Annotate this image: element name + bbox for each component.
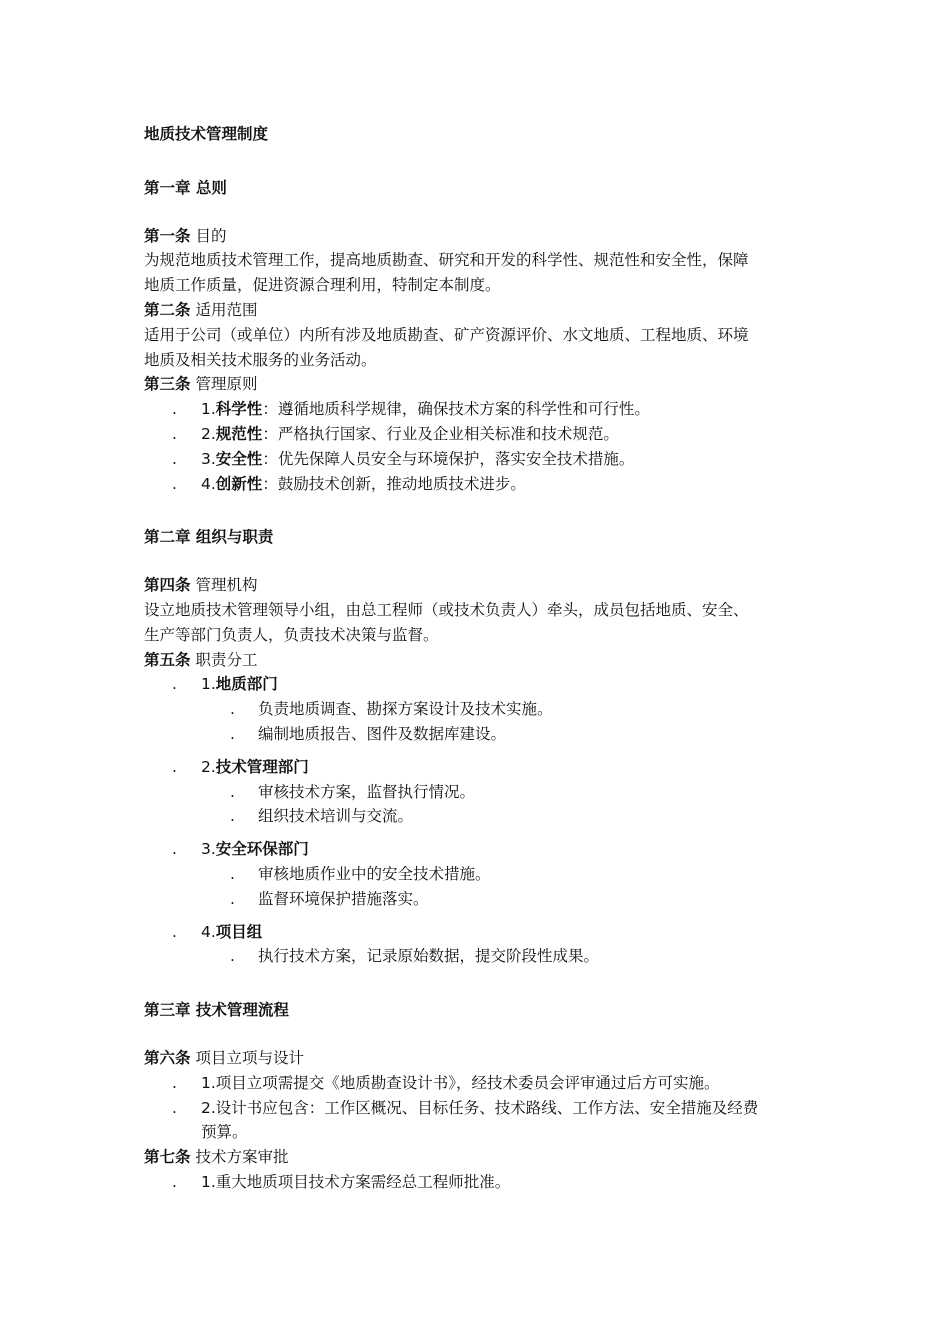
article-6-heading: 第六条 项目立项与设计 <box>144 1048 304 1067</box>
list-item: . 3.安全环保部门 <box>172 840 309 859</box>
article-4-heading: 第四条 管理机构 <box>144 576 258 595</box>
list-item: . 1.地质部门 <box>172 675 278 694</box>
article-7-heading: 第七条 技术方案审批 <box>144 1148 289 1167</box>
list-item: . 4.项目组 <box>172 922 263 941</box>
article-4-text-line: 设立地质技术管理领导小组，由总工程师（或技术负责人）牵头，成员包括地质、安全、 <box>144 600 749 619</box>
list-item: . 2.设计书应包含：工作区概况、目标任务、技术路线、工作方法、安全措施及经费 <box>172 1098 759 1117</box>
article-1-text-line: 为规范地质技术管理工作，提高地质勘查、研究和开发的科学性、规范性和安全性，保障 <box>144 251 749 270</box>
list-item-continuation: 预算。 <box>201 1123 248 1142</box>
list-item: . 4.创新性：鼓励技术创新，推动地质技术进步。 <box>172 474 526 493</box>
chapter-1-title: 第一章 总则 <box>144 178 227 197</box>
sub-list-item: . 监督环境保护措施落实。 <box>230 889 429 908</box>
sub-list-item: . 负责地质调查、勘探方案设计及技术实施。 <box>230 700 553 719</box>
list-item: . 1.项目立项需提交《地质勘查设计书》，经技术委员会评审通过后方可实施。 <box>172 1073 720 1092</box>
sub-list-item: . 审核技术方案，监督执行情况。 <box>230 782 476 801</box>
sub-list-item: . 执行技术方案，记录原始数据，提交阶段性成果。 <box>230 947 600 966</box>
list-item: . 2.规范性：严格执行国家、行业及企业相关标准和技术规范。 <box>172 424 619 443</box>
article-2-heading: 第二条 适用范围 <box>144 300 258 319</box>
sub-list-item: . 编制地质报告、图件及数据库建设。 <box>230 724 507 743</box>
article-1-text-line: 地质工作质量，促进资源合理利用，特制定本制度。 <box>144 276 501 295</box>
document-title: 地质技术管理制度 <box>144 125 269 143</box>
chapter-3-title: 第三章 技术管理流程 <box>144 1001 289 1020</box>
article-2-text-line: 地质及相关技术服务的业务活动。 <box>144 350 377 369</box>
sub-list-item: . 组织技术培训与交流。 <box>230 807 414 826</box>
list-item: . 1.科学性：遵循地质科学规律，确保技术方案的科学性和可行性。 <box>172 400 650 419</box>
article-2-text-line: 适用于公司（或单位）内所有涉及地质勘查、矿产资源评价、水文地质、工程地质、环境 <box>144 325 749 344</box>
list-item: . 2.技术管理部门 <box>172 757 309 776</box>
article-1-heading: 第一条 目的 <box>144 226 227 245</box>
article-5-heading: 第五条 职责分工 <box>144 650 258 669</box>
list-item: . 3.安全性：优先保障人员安全与环境保护，落实安全技术措施。 <box>172 449 635 468</box>
document-body <box>144 122 814 1195</box>
article-4-text-line: 生产等部门负责人，负责技术决策与监督。 <box>144 625 439 644</box>
sub-list-item: . 审核地质作业中的安全技术措施。 <box>230 864 491 883</box>
chapter-2-title: 第二章 组织与职责 <box>144 528 274 547</box>
list-item: . 1.重大地质项目技术方案需经总工程师批准。 <box>172 1172 511 1191</box>
article-3-heading: 第三条 管理原则 <box>144 375 258 394</box>
